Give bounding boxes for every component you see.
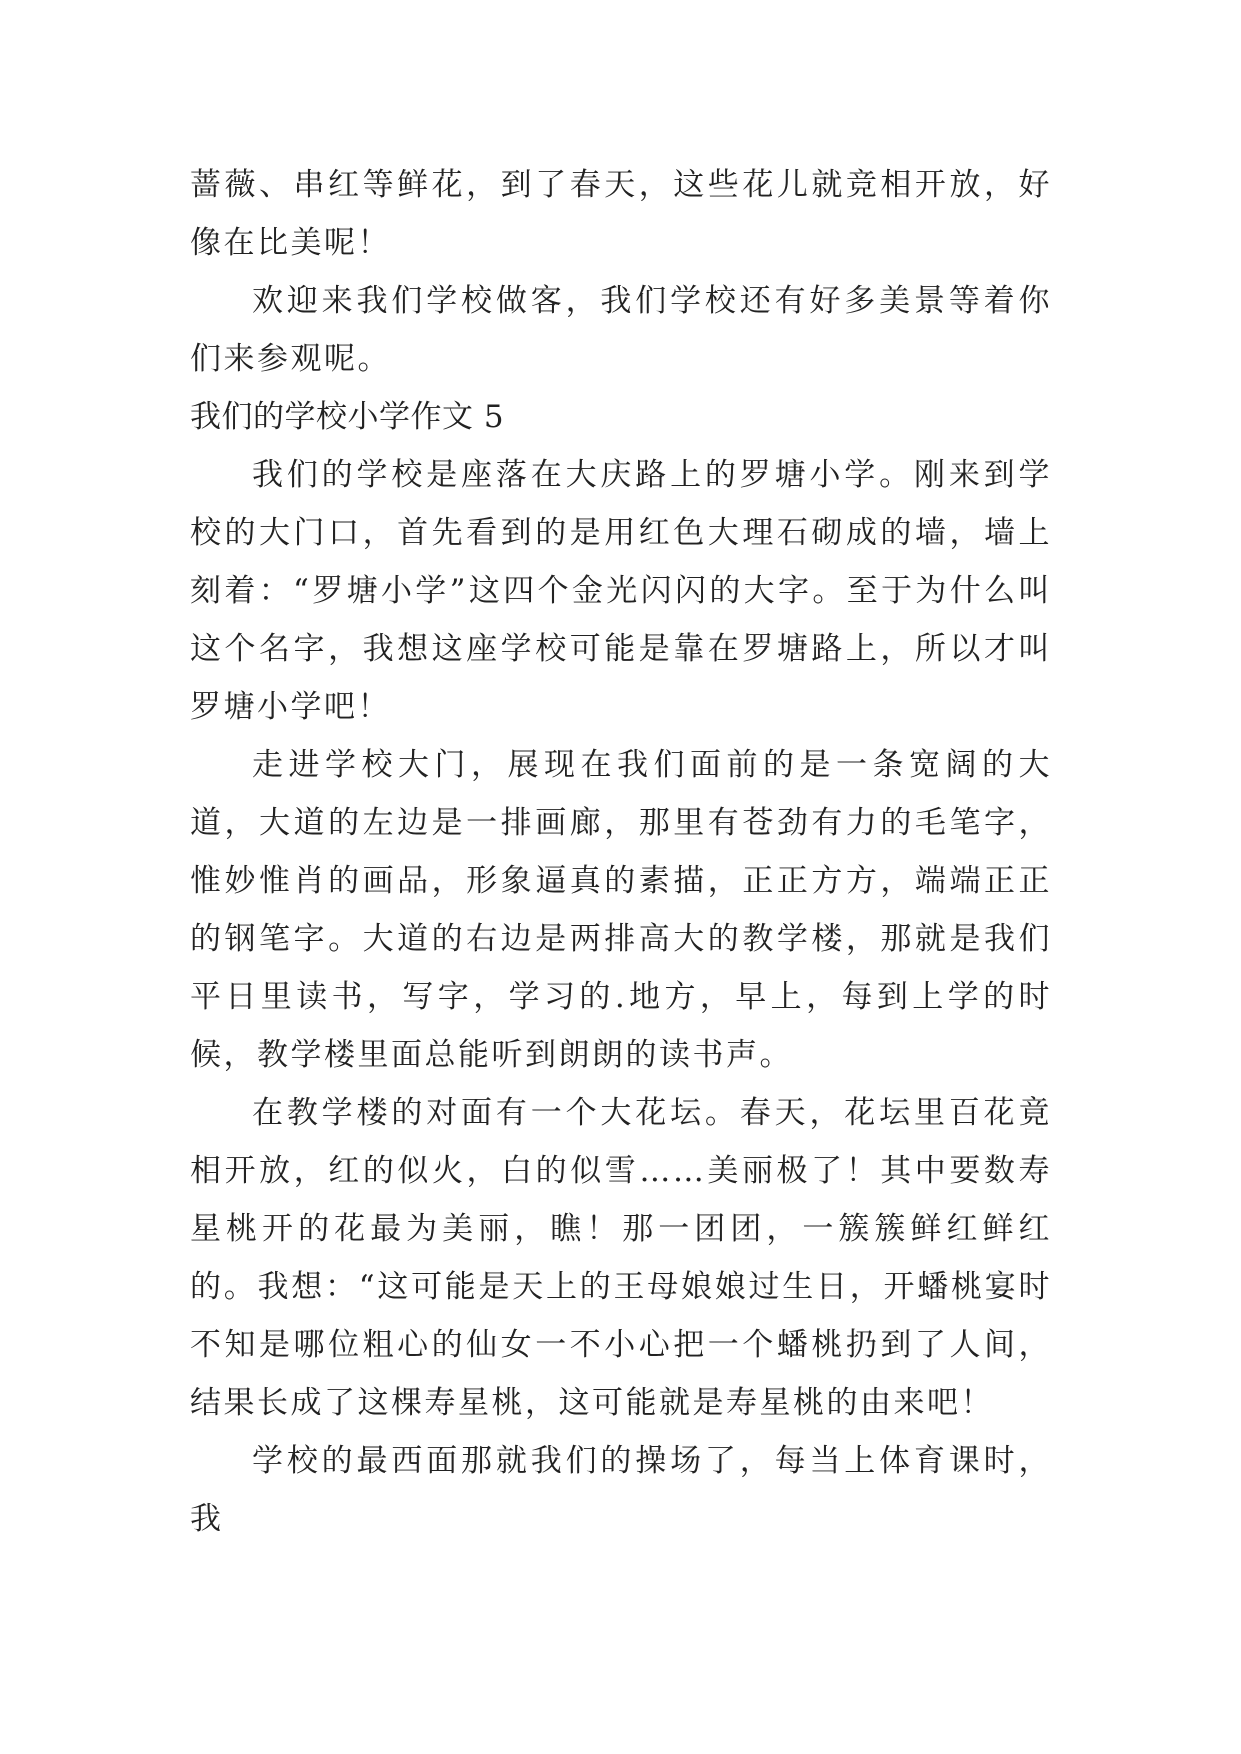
document-body [190,156,1052,1548]
section-title: 我们的学校小学作文 5 [190,399,505,435]
paragraph-school-gate: 我们的学校是座落在大庆路上的罗塘小学。刚来到学校的大门口，首先看到的是用红色大理石砌成的墙，墙上刻着：“罗塘小学”这四个金光闪闪的大字。至于为什么叫这个名字，我想这座学校可能是靠在罗塘路上，所以才叫罗塘小学吧！ [190,457,1052,725]
paragraph-main-road: 走进学校大门，展现在我们面前的是一条宽阔的大道，大道的左边是一排画廊，那里有苍劲有力的毛笔字，惟妙惟肖的画品，形象逼真的素描，正正方方，端端正正的钢笔字。大道的右边是两排高大的教学楼，那就是我们平日里读书，写字，学习的.地方，早上，每到上学的时候，教学楼里面总能听到朗朗的读书声。 [190,747,1052,1073]
paragraph-flower-bed: 在教学楼的对面有一个大花坛。春天，花坛里百花竟相开放，红的似火，白的似雪……美丽极了！其中要数寿星桃开的花最为美丽，瞧！那一团团，一簇簇鲜红鲜红的。我想：“这可能是天上的王母娘娘过生日，开蟠桃宴时不知是哪位粗心的仙女一不小心把一个蟠桃扔到了人间，结果长成了这棵寿星桃，这可能就是寿星桃的由来吧！ [190,1095,1052,1421]
paragraph-continuation: 蔷薇、串红等鲜花，到了春天，这些花儿就竞相开放，好像在比美呢！ [190,167,1052,261]
paragraph-playground: 学校的最西面那就我们的操场了，每当上体育课时，我 [190,1443,1052,1537]
paragraph-welcome: 欢迎来我们学校做客，我们学校还有好多美景等着你们来参观呢。 [190,283,1052,377]
